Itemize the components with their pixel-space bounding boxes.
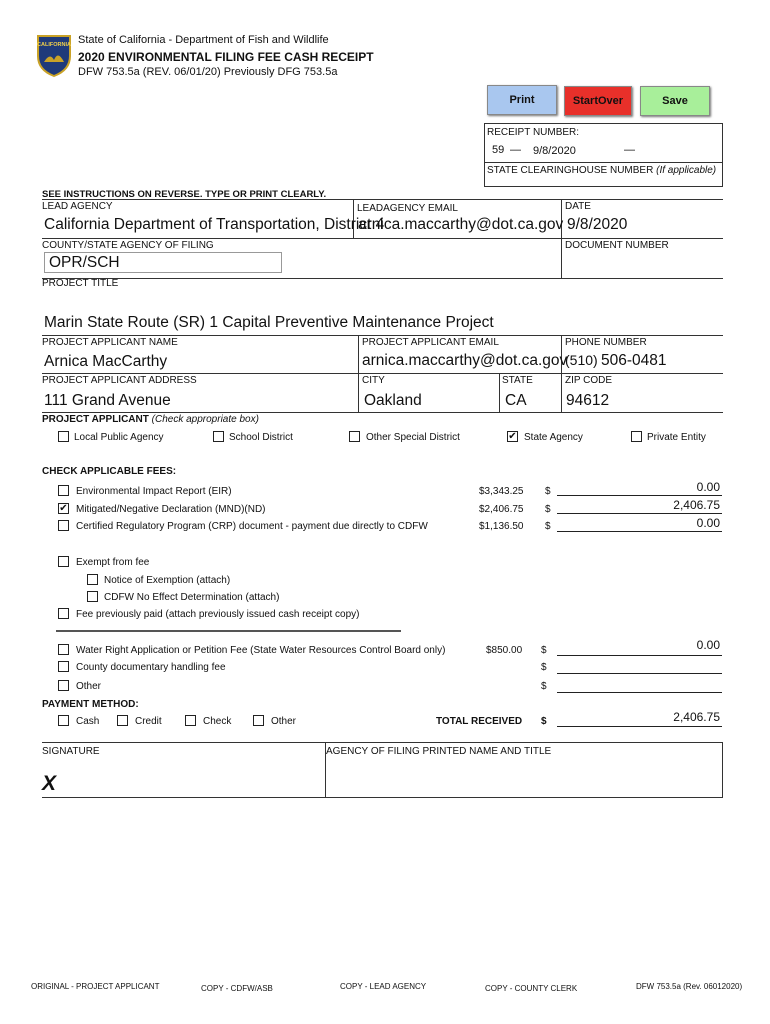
county-doc-dollar: $ (541, 662, 547, 673)
cash-label: Cash (76, 716, 100, 727)
footer-form-number: DFW 753.5a (Rev. 06012020) (636, 982, 743, 991)
county-doc-amount-line[interactable] (557, 673, 722, 674)
agency-name-title-label: AGENCY OF FILING PRINTED NAME AND TITLE (326, 746, 552, 757)
credit-label: Credit (135, 716, 162, 727)
signature-mark[interactable]: X (42, 772, 57, 795)
seal-text: CALIFORNIA (37, 42, 71, 48)
county-doc-fee-checkbox[interactable] (58, 661, 69, 672)
mnd-dollar: $ (545, 504, 551, 515)
form-number: DFW 753.5a (REV. 06/01/20) Previously DFG 753.5a (78, 66, 338, 78)
state-agency-checkbox[interactable]: ✔ (508, 431, 517, 442)
mnd-checkbox[interactable]: ✔ (59, 503, 68, 514)
eir-label: Environmental Impact Report (EIR) (76, 486, 232, 497)
cdfw-no-effect-label: CDFW No Effect Determination (attach) (104, 592, 280, 603)
water-right-fee: $850.00 (486, 645, 523, 656)
total-dollar: $ (541, 716, 547, 727)
mnd-amount[interactable]: 2,406.75 (673, 498, 720, 512)
footer-copy-county-clerk: COPY - COUNTY CLERK (485, 984, 578, 993)
applicant-type-label: PROJECT APPLICANT (Check appropriate box) (42, 414, 259, 425)
form-title: 2020 ENVIRONMENTAL FILING FEE CASH RECEIPT (78, 50, 374, 64)
project-title-label: PROJECT TITLE (42, 278, 119, 289)
other-special-district-label: Other Special District (366, 432, 460, 443)
print-button[interactable]: Print (487, 85, 557, 115)
save-button[interactable]: Save (640, 86, 710, 116)
phone-area-code[interactable]: (510) (565, 352, 598, 368)
footer-original: ORIGINAL - PROJECT APPLICANT (31, 982, 160, 991)
date-value[interactable]: 9/8/2020 (567, 216, 628, 233)
check-label: Check (203, 716, 232, 727)
water-right-label: Water Right Application or Petition Fee (State Water Resources Control Board only) (76, 645, 446, 656)
receipt-sep-2: — (624, 144, 635, 156)
agency-line: State of California - Department of Fish and Wildlife (78, 34, 329, 46)
crp-amount[interactable]: 0.00 (696, 516, 720, 530)
applicant-name-label: PROJECT APPLICANT NAME (42, 337, 178, 348)
applicant-email-label: PROJECT APPLICANT EMAIL (362, 337, 499, 348)
eir-dollar: $ (545, 486, 551, 497)
applicant-name-value[interactable]: Arnica MacCarthy (44, 353, 168, 370)
other-fee-label: Other (76, 681, 102, 692)
phone-number[interactable]: 506-0481 (601, 352, 667, 369)
receipt-number: 59 (492, 144, 505, 156)
crp-checkbox[interactable] (58, 520, 69, 531)
footer-copy-cdfw: COPY - CDFW/ASB (201, 984, 273, 993)
crp-dollar: $ (545, 521, 551, 532)
state-label: STATE (502, 375, 533, 386)
local-public-agency-label: Local Public Agency (74, 432, 164, 443)
exempt-checkbox[interactable] (58, 556, 69, 567)
lead-agency-email-value[interactable]: arnica.maccarthy@dot.ca.gov (358, 216, 564, 233)
crp-label: Certified Regulatory Program (CRP) document - payment due directly to CDFW (76, 521, 428, 532)
zip-label: ZIP CODE (565, 375, 613, 386)
noe-label: Notice of Exemption (attach) (104, 575, 231, 586)
crp-fee: $1,136.50 (479, 521, 524, 532)
exempt-label: Exempt from fee (76, 557, 150, 568)
start-over-button[interactable]: StartOver (564, 86, 632, 116)
payment-method-label: PAYMENT METHOD: (42, 699, 139, 710)
county-input[interactable]: OPR/SCH (44, 252, 282, 273)
check-checkbox[interactable] (185, 715, 196, 726)
other-payment-checkbox[interactable] (253, 715, 264, 726)
project-title-value[interactable]: Marin State Route (SR) 1 Capital Preventive Maintenance Project (44, 314, 494, 331)
eir-checkbox[interactable] (58, 485, 69, 496)
total-received-amount[interactable]: 2,406.75 (673, 710, 720, 724)
fee-previously-paid-label: Fee previously paid (attach previously issued cash receipt copy) (76, 609, 360, 620)
cash-checkbox[interactable] (58, 715, 69, 726)
applicant-email-value[interactable]: arnica.maccarthy@dot.ca.gov (362, 352, 568, 369)
private-entity-checkbox[interactable] (631, 431, 642, 442)
zip-value[interactable]: 94612 (566, 392, 610, 409)
total-received-label: TOTAL RECEIVED (436, 716, 523, 727)
private-entity-label: Private Entity (647, 432, 706, 443)
county-label: COUNTY/STATE AGENCY OF FILING (42, 240, 214, 251)
lead-agency-value[interactable]: California Department of Transportation, District 4 (44, 216, 385, 233)
city-label: CITY (362, 375, 385, 386)
water-right-amount[interactable]: 0.00 (696, 638, 720, 652)
county-doc-fee-label: County documentary handling fee (76, 662, 226, 673)
cdfw-no-effect-checkbox[interactable] (87, 591, 98, 602)
lead-agency-email-label: LEADAGENCY EMAIL (357, 203, 458, 214)
clearinghouse-label: STATE CLEARINGHOUSE NUMBER (If applicable) (487, 165, 717, 176)
other-fee-amount-line[interactable] (557, 692, 722, 693)
phone-label: PHONE NUMBER (565, 337, 647, 348)
fee-previously-paid-checkbox[interactable] (58, 608, 69, 619)
document-number-label: DOCUMENT NUMBER (565, 240, 669, 251)
fees-divider (56, 630, 401, 632)
applicant-address-value[interactable]: 111 Grand Avenue (44, 392, 171, 409)
receipt-sep-1: — (510, 144, 521, 156)
mnd-label: Mitigated/Negative Declaration (MND)(ND) (76, 504, 266, 515)
receipt-date: 9/8/2020 (533, 145, 576, 157)
state-value[interactable]: CA (505, 392, 527, 409)
fees-heading: CHECK APPLICABLE FEES: (42, 466, 177, 477)
date-label: DATE (565, 201, 591, 212)
eir-fee: $3,343.25 (479, 486, 524, 497)
other-fee-checkbox[interactable] (58, 680, 69, 691)
school-district-label: School District (229, 432, 293, 443)
noe-checkbox[interactable] (87, 574, 98, 585)
eir-amount[interactable]: 0.00 (696, 480, 720, 494)
other-special-district-checkbox[interactable] (349, 431, 360, 442)
signature-label: SIGNATURE (42, 746, 100, 757)
credit-checkbox[interactable] (117, 715, 128, 726)
other-payment-label: Other (271, 716, 297, 727)
other-fee-dollar: $ (541, 681, 547, 692)
school-district-checkbox[interactable] (213, 431, 224, 442)
water-right-dollar: $ (541, 645, 547, 656)
city-value[interactable]: Oakland (364, 392, 422, 409)
local-public-agency-checkbox[interactable] (58, 431, 69, 442)
water-right-checkbox[interactable] (58, 644, 69, 655)
state-agency-label: State Agency (524, 432, 583, 443)
agency-seal (36, 34, 72, 78)
receipt-number-label: RECEIPT NUMBER: (487, 127, 580, 138)
applicant-address-label: PROJECT APPLICANT ADDRESS (42, 375, 197, 386)
lead-agency-label: LEAD AGENCY (42, 201, 113, 212)
footer-copy-lead-agency: COPY - LEAD AGENCY (340, 982, 427, 991)
instructions: SEE INSTRUCTIONS ON REVERSE. TYPE OR PRINT CLEARLY. (42, 189, 327, 200)
mnd-fee: $2,406.75 (479, 504, 524, 515)
